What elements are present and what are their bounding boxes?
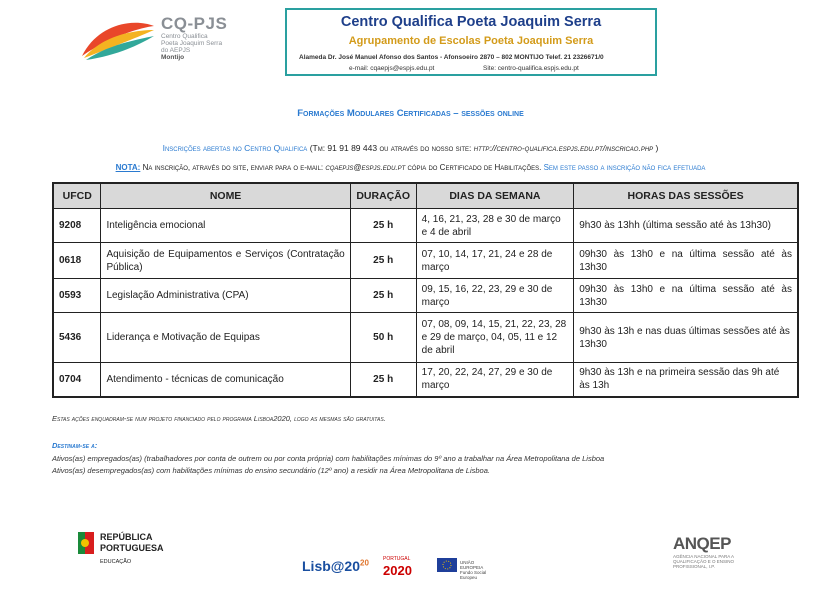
nota-email[interactable]: cqaepjs@espjs.edu.pt: [325, 163, 406, 172]
ufcd-cell: 9208: [53, 209, 101, 243]
page-title: Formações Modulares Certificadas – sessões online: [297, 108, 524, 119]
dias-cell: 09, 15, 16, 22, 23, 29 e 30 de março: [416, 279, 574, 313]
dias-cell: 4, 16, 21, 23, 28 e 30 de março e 4 de abril: [416, 209, 574, 243]
dias-cell: 17, 20, 22, 24, 27, 29 e 30 de março: [416, 363, 574, 397]
header-ufcd: UFCD: [53, 183, 101, 209]
schedule-table: [52, 182, 799, 398]
table-row: [53, 243, 798, 279]
duracao-cell: 25 h: [350, 209, 416, 243]
duracao-cell: 25 h: [350, 363, 416, 397]
anqep-logo: ANQEP AGÊNCIA NACIONAL PARA A QUALIFICAÇÃO E O ENSINO PROFISSIONAL, I.P.: [673, 534, 735, 569]
header-subtitle: Agrupamento de Escolas Poeta Joaquim Serra: [348, 35, 594, 47]
header-title: Centro Qualifica Poeta Joaquim Serra: [340, 14, 602, 30]
header-email[interactable]: e-mail: cqaepjs@espjs.edu.pt: [349, 65, 435, 72]
financiamento-note: Estas ações enquadram-se num projeto financiado pelo programa Lisboa2020, logo as mesmas são gratuitas.: [52, 414, 386, 423]
header-duracao: DURAÇÃO: [350, 183, 416, 209]
leaf-logo-icon: [78, 16, 158, 64]
inscricoes-line: Inscrições abertas no Centro Qualifica (Tm: 91 91 89 443 ou através do nosso site: http://centro-qualifica.espjs.edu.pt/inscricao.php ): [162, 143, 659, 153]
nota-label: NOTA:: [115, 163, 141, 172]
header-nome: NOME: [101, 183, 350, 209]
table-row: [53, 209, 798, 243]
destinam-label: Destinam-se a:: [52, 441, 98, 450]
lisboa2020-logo: $Lisb@20^{20}$: [302, 558, 369, 574]
header-address: Alameda Dr. José Manuel Afonso dos Santos - Afonsoeiro 2870 – 802 MONTIJO Telef. 21 2326671/0: [299, 54, 604, 61]
table-row: [53, 363, 798, 397]
eu-text: UNIÃO EUROPEIA Fundo Social Europeu: [460, 560, 487, 580]
horas-cell: 09h30 às 13h0 e na última sessão até às 13h30: [574, 279, 798, 313]
logo-subtitle: Centro Qualifica Poeta Joaquim Serra do AEPJS Montijo: [161, 33, 223, 61]
ufcd-cell: 0618: [53, 243, 101, 279]
duracao-cell: 25 h: [350, 243, 416, 279]
nome-cell: Liderança e Motivação de Equipas: [101, 313, 350, 363]
table-header-row: [53, 183, 798, 209]
inscricao-link[interactable]: http://centro-qualifica.espjs.edu.pt/inscricao.php: [473, 143, 654, 153]
eu-flag-icon: [437, 558, 457, 572]
destinatarios-line: Ativos(as) desempregados(as) com habilitações mínimas do ensino secundário (12º ano) a residir na Área Metropolitana de Lisboa.: [52, 466, 490, 475]
table-row: [53, 279, 798, 313]
nome-cell: Inteligência emocional: [101, 209, 350, 243]
destinatarios-line: Ativos(as) empregados(as) (trabalhadores por conta de outrem ou por conta própria) com habilitações mínimas do 9º ano a trabalhar na Área Metropolitana de Lisboa: [52, 454, 605, 463]
header-site[interactable]: Site: centro-qualifica.espjs.edu.pt: [483, 65, 579, 72]
portugal-flag-icon: [78, 532, 94, 554]
logo-brand: CQ-PJS: [161, 14, 228, 33]
table-row: [53, 313, 798, 363]
horas-cell: 9h30 às 13hh (última sessão até às 13h30): [574, 209, 798, 243]
header-box: [285, 8, 657, 76]
cq-pjs-logo: [78, 10, 268, 72]
nome-cell: Atendimento - técnicas de comunicação: [101, 363, 350, 397]
duracao-cell: 50 h: [350, 313, 416, 363]
nome-cell: Legislação Administrativa (CPA): [101, 279, 350, 313]
nota-warning: Sem este passo a inscrição não fica efetuada: [543, 163, 706, 172]
ufcd-cell: 5436: [53, 313, 101, 363]
horas-cell: 9h30 às 13h e nas duas últimas sessões até às 13h30: [574, 313, 798, 363]
portugal2020-logo: PORTUGAL 2020: [383, 556, 412, 578]
ufcd-cell: 0593: [53, 279, 101, 313]
dias-cell: 07, 10, 14, 17, 21, 24 e 28 de março: [416, 243, 574, 279]
ufcd-cell: 0704: [53, 363, 101, 397]
horas-cell: 09h30 às 13h0 e na última sessão até às 13h30: [574, 243, 798, 279]
horas-cell: 9h30 às 13h e na primeira sessão das 9h até às 13h: [574, 363, 798, 397]
header-horas: HORAS DAS SESSÕES: [574, 183, 798, 209]
dias-cell: 07, 08, 09, 14, 15, 21, 22, 23, 28 e 29 de março, 04, 05, 11 e 12 de abril: [416, 313, 574, 363]
nota-line: NOTA: Na inscrição, através do site, enviar para o e-mail: cqaepjs@espjs.edu.pt cópia do Certificado de Habilitações. Sem este passo a inscrição não fica efetuada: [115, 163, 706, 172]
nome-cell: Aquisição de Equipamentos e Serviços (Contratação Pública): [101, 243, 350, 279]
header-dias: DIAS DA SEMANA: [416, 183, 574, 209]
duracao-cell: 25 h: [350, 279, 416, 313]
